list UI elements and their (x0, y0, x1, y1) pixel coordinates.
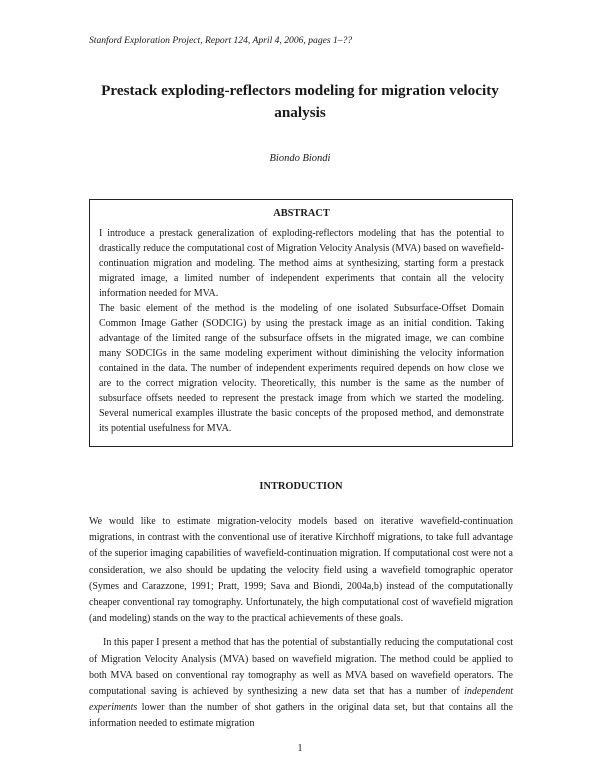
paragraph-text: In this paper I present a method that has the potential of substantially reducing the computational cost of Migration Velocity Analysis (MVA) based on wavefield migration. The method could be applied to both MVA based on conventional ray tomography as well as MVA based on wavefield operators. The computational saving is achieved by synthesizing a new data set that has a number of (89, 637, 513, 698)
body-paragraph (89, 635, 513, 732)
paragraph-text: lower than the number of shot gathers in the original data set, but that contains all the information needed to estimate migration (89, 702, 513, 730)
running-head-text: Stanford Exploration Project, Report 124, April 4, 2006, pages 1–?? (89, 35, 353, 46)
emphasized-term: independent experiments (89, 686, 513, 714)
abstract-box (89, 199, 513, 447)
abstract-heading: ABSTRACT (273, 208, 330, 219)
abstract-paragraph: The basic element of the method is the modeling of one isolated Subsurface-Offset Domain Common Image Gather (SODCIG) by using the prestack image as an initial condition. Taking advantage of the limited range of the subsurface offsets in the migrated image, we can combine many SODCIGs in the same modeling experiment without diminishing the velocity information contained in the data. The number of independent experiments required depends on how close we are to the correct migration velocity. Theoretically, this number is the same as the number of subsurface offsets needed to represent the prestack image from which we started the modeling. Several numerical examples illustrate the basic concepts of the proposed method, and demonstrate its potential usefulness for MVA. (99, 303, 504, 434)
abstract-paragraph: I introduce a prestack generalization of exploding-reflectors modeling that has the potential to drastically reduce the computational cost of Migration Velocity Analysis (MVA) based on wavefield-continuation migration and modeling. The method aims at synthesizing, starting form a prestack migrated image, a limited number of independent experiments that contain all the velocity information needed for MVA. (99, 228, 504, 299)
page-number: 1 (297, 743, 303, 754)
author-name: Biondo Biondi (269, 153, 331, 164)
introduction-body (89, 514, 513, 733)
paper-title: Prestack exploding-reflectors modeling for migration velocity analysis (101, 82, 499, 121)
running-header (89, 35, 519, 47)
introduction-heading: INTRODUCTION (259, 481, 343, 492)
body-paragraph: We would like to estimate migration-velocity models based on iterative wavefield-continuation migrations, in contrast with the conventional use of iterative Kirchhoff migrations, to take full advantage of the superior imaging capabilities of wavefield-continuation migration. If computational cost were not a consideration, we also should be updating the velocity field using a wavefield tomographic operator (Symes and Carazzone, 1991; Pratt, 1999; Sava and Biondi, 2004a,b) instead of the computationally cheaper conventional ray tomography. Unfortunately, the high computational cost of wavefield migration (and modeling) stands on the way to the practical achievements of these goals. (89, 516, 513, 625)
